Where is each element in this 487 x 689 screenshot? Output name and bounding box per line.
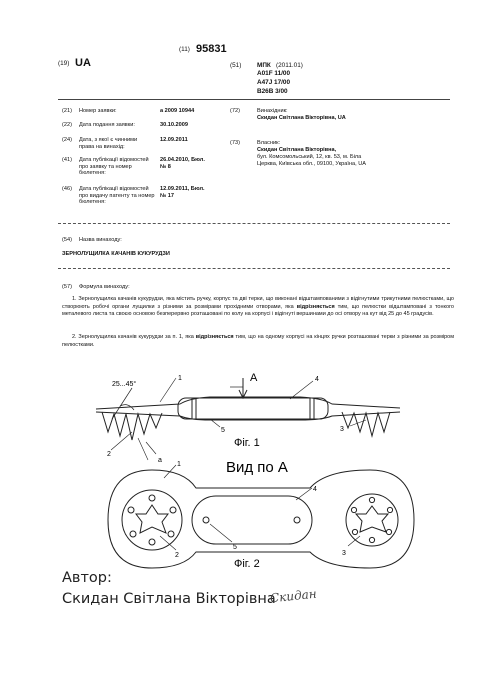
bib-value-46: 12.09.2011, Бюл. № 17	[160, 186, 205, 199]
owner-name: Скидан Світлана Вікторівна,	[257, 147, 337, 153]
fig2-rivet-right	[294, 517, 300, 523]
title-label: Назва винаходу:	[79, 237, 122, 243]
fig2-caption: Фіг. 2	[234, 558, 260, 570]
fig2-rivet-left	[203, 517, 209, 523]
fig2-star-right	[356, 506, 388, 532]
patent-number: 95831	[196, 43, 227, 55]
title-code: (54)	[62, 237, 72, 243]
bib-label-41: Дата публікації відомостей про заявку та номер бюлетеня:	[79, 157, 149, 177]
bib-label-24: Дата, з якої є чинними права на винахід:	[79, 137, 138, 150]
fig1-top-edge	[96, 397, 400, 409]
bib-label-46: Дата публікації відомостей про видачу патенту та номер бюлетеня:	[79, 186, 155, 206]
country: UA	[75, 57, 91, 69]
claim-1: 1. Зернолущилка качанів кукурудзи, яка містить ручку, корпус та дві терки, що виконані відштампованими з відігнутими трикутними пелюстками, що створюють робочі органи лущилки з різними за розмірами прохідними отворами, яка відрізняється тим, що пелюстки відштамповані з тонкого металевого листа та своєю основою безперервно розташовані по колу на корпусі і відігнуті вершинами до осі отвору на кут від 25 до 45 градусів.	[62, 296, 454, 318]
fig2-star-left	[136, 505, 168, 533]
owner-label: Власник:	[257, 140, 281, 146]
author-label: Автор:	[62, 570, 112, 586]
fig1-teeth-right	[342, 412, 390, 436]
bib-code-24: (24)	[62, 137, 72, 143]
bib-value-24: 12.09.2011	[160, 137, 188, 143]
fig1-teeth-left	[102, 412, 162, 440]
bib-value-22: 30.10.2009	[160, 122, 188, 128]
fig2-grater-right	[346, 494, 398, 546]
bib-value-41: 26.04.2010, Бюл.№ 8	[160, 157, 205, 170]
bib-label-21: Номер заявки:	[79, 108, 117, 114]
fig2-part-3: 3	[342, 550, 346, 557]
fig2-part-5: 5	[233, 544, 237, 551]
claims-code: (57)	[62, 284, 72, 290]
inventor-label: Винахідник:	[257, 108, 288, 114]
bib-code-21: (21)	[62, 108, 72, 114]
ipc-code: (51)	[230, 62, 242, 69]
fig1-part-3: 3	[340, 426, 344, 433]
fig1-part-5: 5	[221, 427, 225, 434]
fig1-part-4: 4	[315, 376, 319, 383]
bib-label-22: Дата подання заявки:	[79, 122, 135, 128]
ipc-class-3: B26B 3/00	[257, 88, 288, 95]
ipc-edition: (2011.01)	[276, 62, 303, 69]
owner-address: бул. Комсомольський, 12, кв. 53, м. Біла Церква, Київська обл., 09100, Україна, UA	[257, 154, 366, 167]
view-caption: Вид по А	[226, 459, 288, 476]
angle-label: 25...45°	[112, 381, 137, 388]
country-code: (19)	[58, 60, 70, 67]
ipc-class-2: A47J 17/00	[257, 79, 291, 86]
owner-code: (73)	[230, 140, 240, 146]
bib-code-46: (46)	[62, 186, 72, 192]
author-name: Скидан Світлана Вікторівна	[62, 591, 276, 607]
label-a: a	[158, 457, 162, 464]
arrow-a-label: A	[250, 372, 258, 384]
fig1-caption: Фіг. 1	[234, 437, 260, 449]
ipc-class-1: A01F 11/00	[257, 70, 291, 77]
fig2-part-2: 2	[175, 552, 179, 559]
fig1-part-1: 1	[178, 375, 182, 382]
fig1-part-2: 2	[107, 451, 111, 458]
claims-label: Формула винаходу:	[79, 284, 130, 290]
fig1-handle	[178, 398, 328, 419]
fig2-part-4: 4	[313, 486, 317, 493]
claim-2: 2. Зернолущилка качанів кукурудзи за п. 1, яка відрізняється тим, що на одному корпусі на кінцях ручки розташовані терки з різними за розміром пелюстками.	[62, 334, 454, 348]
inventor-code: (72)	[230, 108, 240, 114]
bib-value-21: a 2009 10944	[160, 108, 195, 114]
handwritten-signature: Скидан	[269, 586, 318, 606]
ipc-label: МПК	[257, 62, 271, 69]
fig2-body	[108, 470, 414, 568]
bib-code-41: (41)	[62, 157, 72, 163]
patent-number-code: (11)	[179, 46, 190, 53]
inventor-name: Скидан Світлана Вікторівна, UA	[257, 115, 346, 121]
bib-code-22: (22)	[62, 122, 72, 128]
invention-title: ЗЕРНОЛУЩИЛКА КАЧАНІВ КУКУРУДЗИ	[62, 251, 170, 257]
fig2-part-1: 1	[177, 461, 181, 468]
fig2-grater-left	[122, 490, 182, 550]
